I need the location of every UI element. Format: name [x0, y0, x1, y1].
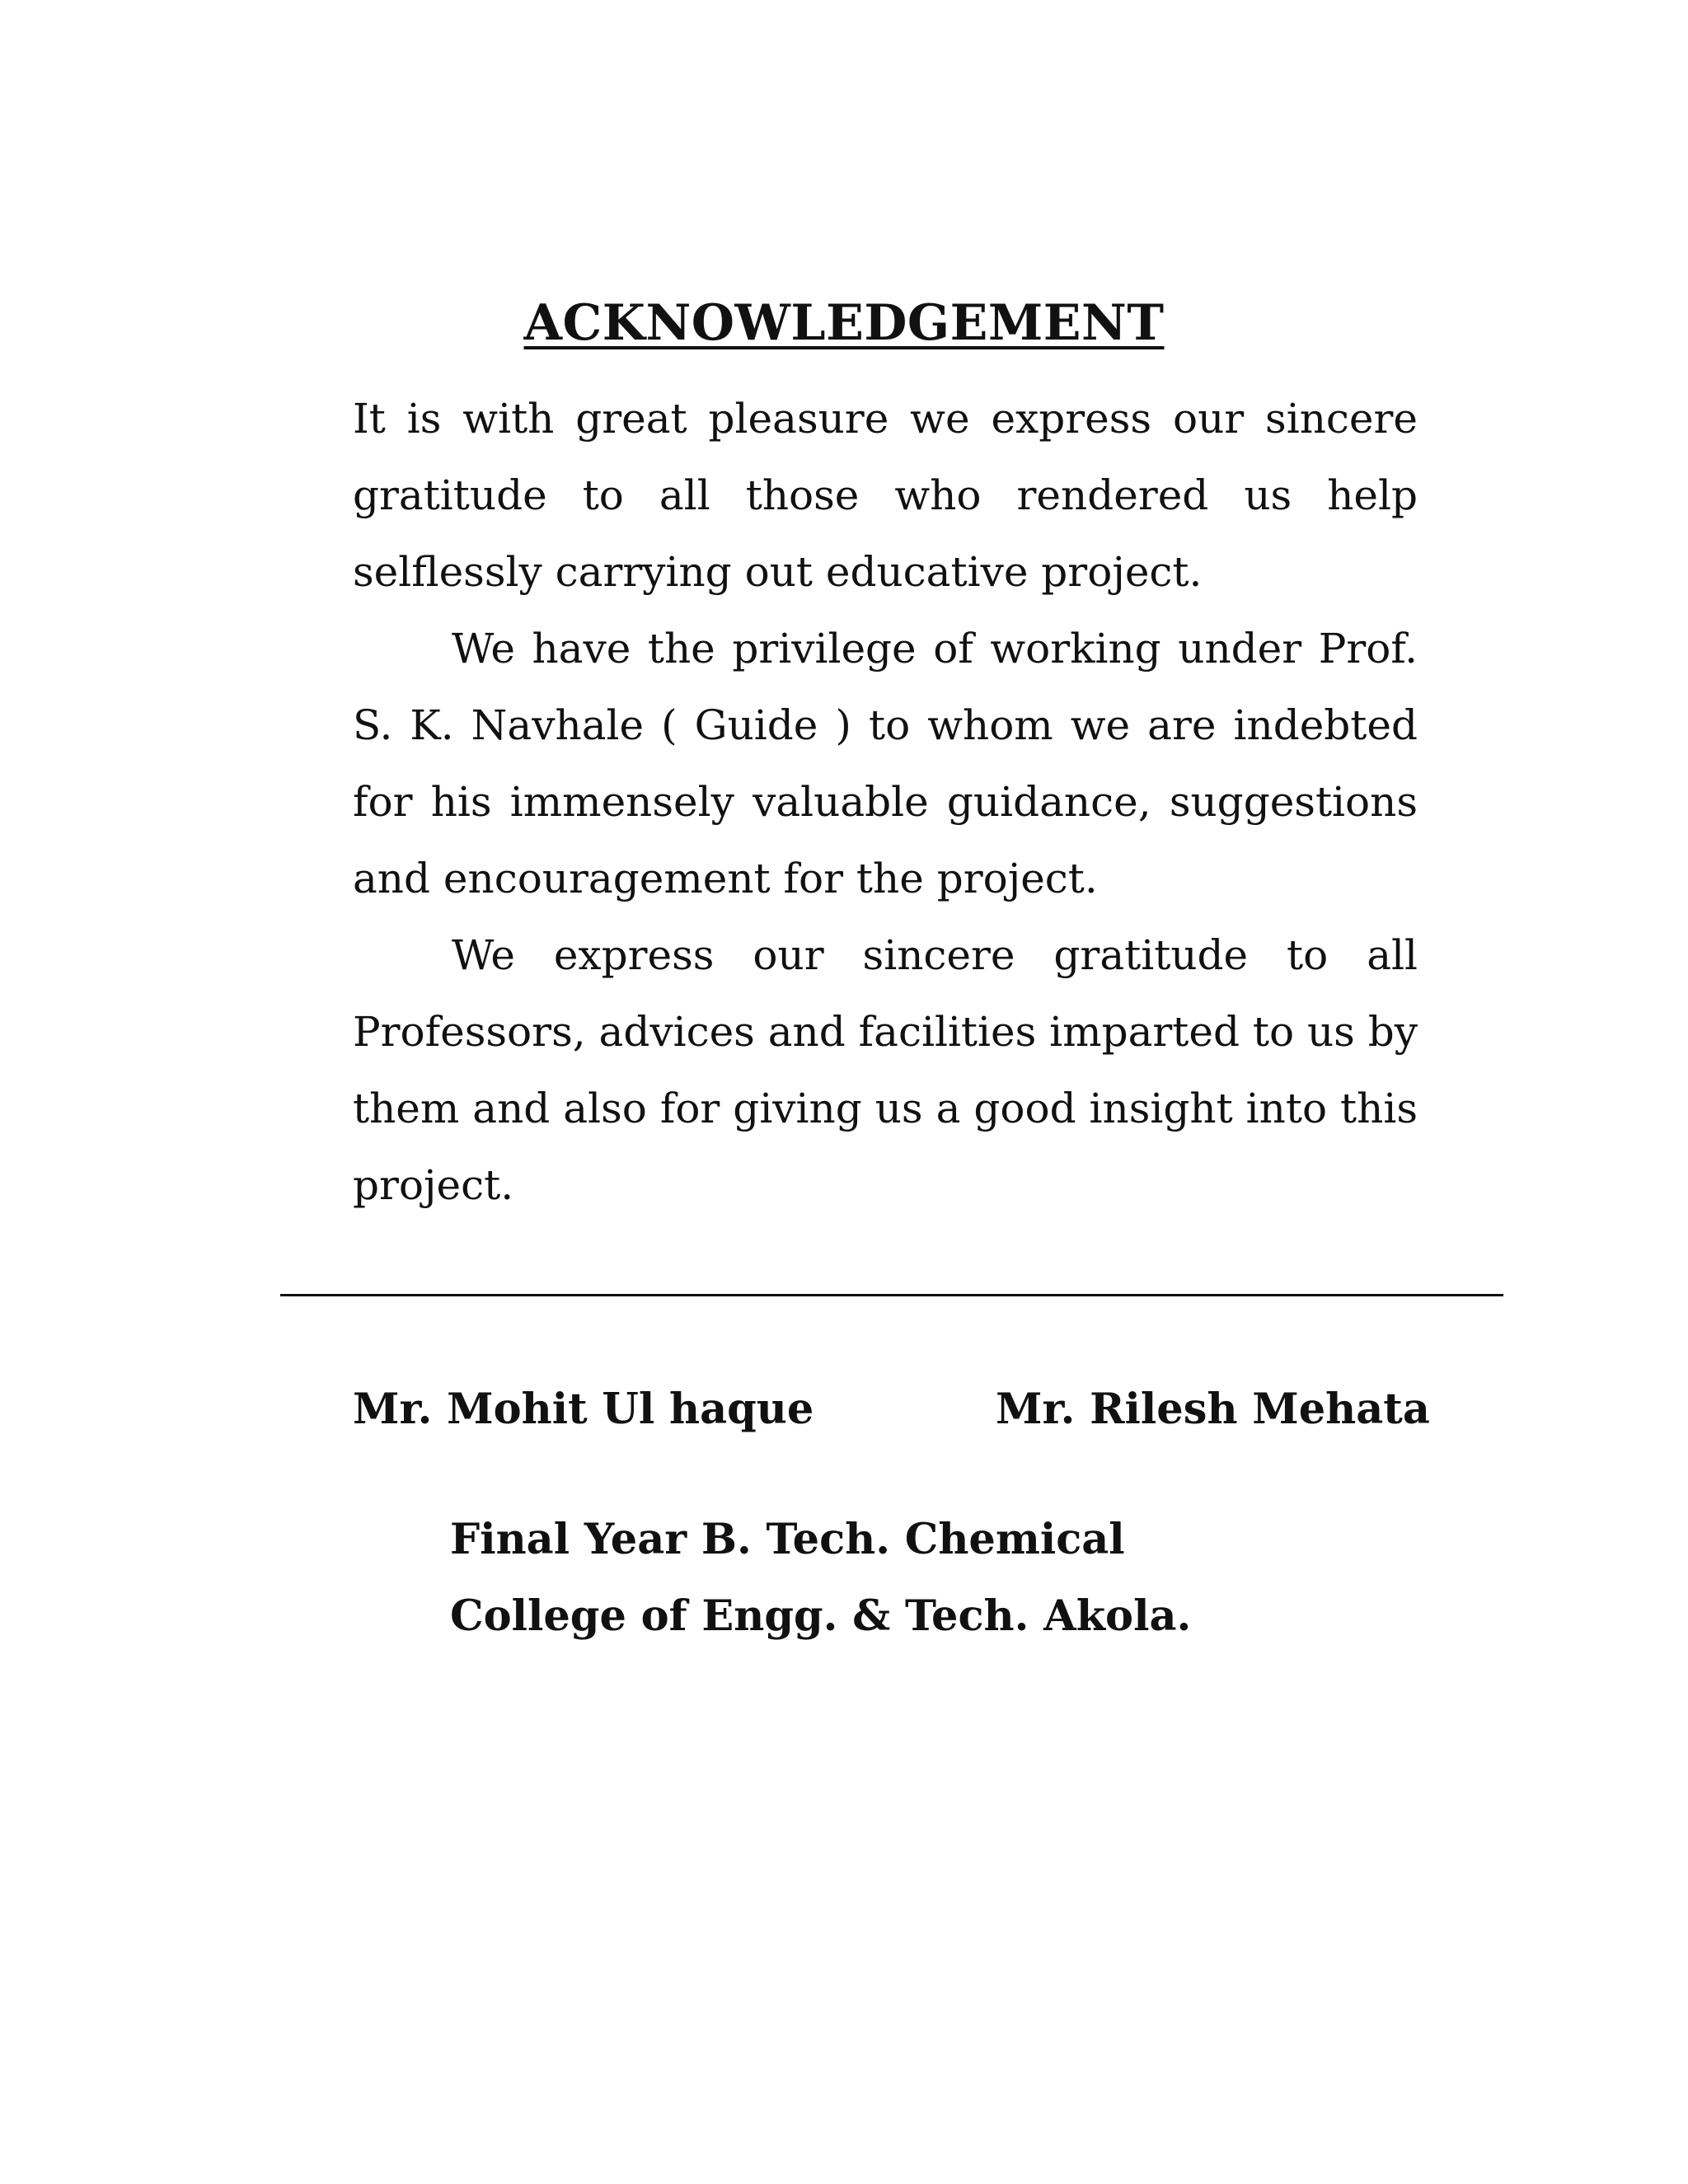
paragraph-1: It is with great pleasure we express our sincere gratitude to all those who rendered us help selflessly carrying out educative project.	[353, 395, 1418, 596]
acknowledgement-body	[353, 381, 1418, 1224]
affiliation-line-2: College of Engg. & Tech. Akola.	[450, 1591, 1192, 1641]
signature-divider	[280, 1294, 1503, 1296]
signatory-right: Mr. Rilesh Mehata	[996, 1385, 1430, 1434]
signatory-left: Mr. Mohit Ul haque	[353, 1385, 814, 1434]
affiliation-block	[450, 1502, 1191, 1655]
paragraph-2: We have the privilege of working under Prof. S. K. Navhale ( Guide ) to whom we are indebted for his immensely valuable guidance, suggestions and encouragement for the project.	[353, 625, 1418, 902]
affiliation-line-1: Final Year B. Tech. Chemical	[450, 1515, 1125, 1564]
paragraph-3: We express our sincere gratitude to all Professors, advices and facilities imparted to us by them and also for giving us a good insight into this project.	[353, 931, 1418, 1209]
page-title: ACKNOWLEDGEMENT	[523, 294, 1165, 352]
